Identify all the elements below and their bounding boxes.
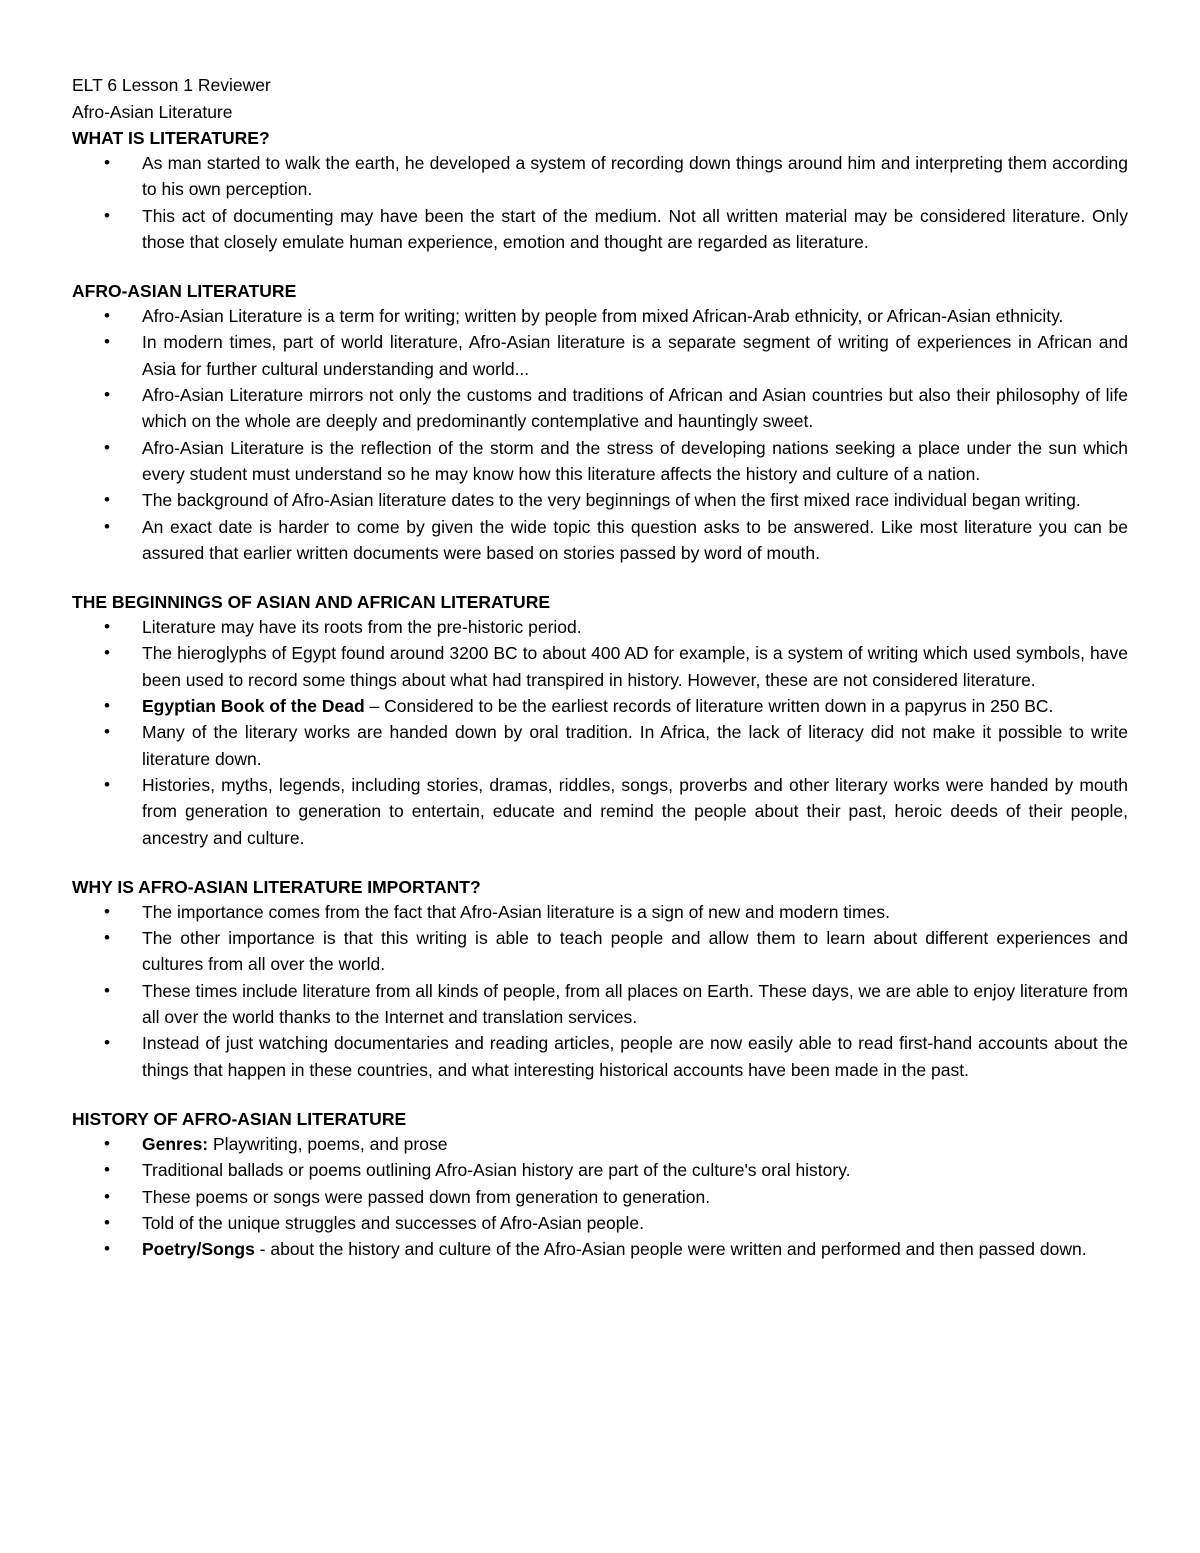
list-item-term: Genres: (142, 1133, 209, 1154)
bullet-icon: • (104, 1160, 110, 1180)
list-item-term: Poetry/Songs (142, 1239, 255, 1260)
list-item (104, 514, 1128, 567)
list-item (104, 693, 1128, 719)
section-heading: WHY IS AFRO-ASIAN LITERATURE IMPORTANT? (72, 876, 481, 897)
bullet-icon: • (104, 617, 110, 637)
list-item (104, 978, 1128, 1031)
list-item (104, 1184, 1128, 1210)
list-item (104, 899, 1128, 925)
list-item (104, 329, 1128, 382)
list-item (104, 382, 1128, 435)
list-item (104, 1210, 1128, 1236)
list-item-text: - about the history and culture of the Afro-Asian people were written and performed and then passed down. (254, 1239, 1087, 1260)
bullet-list (72, 303, 1128, 566)
list-item-term: Egyptian Book of the Dead (142, 696, 365, 717)
list-item-text: Histories, myths, legends, including stories, dramas, riddles, songs, proverbs and other literary works were handed by mouth from generation to generation to entertain, educate and remind the people about their past, heroic deeds of their people, ancestry and culture. (142, 774, 1128, 848)
list-item-text: Literature may have its roots from the pre-historic period. (142, 617, 582, 638)
list-item (104, 303, 1128, 329)
section (72, 590, 1128, 851)
list-item (104, 1236, 1128, 1262)
list-item (104, 1157, 1128, 1183)
list-item (104, 614, 1128, 640)
document-body (72, 126, 1128, 1262)
bullet-icon: • (104, 696, 110, 716)
list-item-text: Instead of just watching documentaries and reading articles, people are now easily able to read first-hand accounts about the things that happen in these countries, and what interesting historical accounts have been made in the past. (142, 1033, 1128, 1080)
list-item (104, 150, 1128, 203)
bullet-icon: • (104, 901, 110, 921)
list-item (104, 640, 1128, 693)
list-item-text: Many of the literary works are handed down by oral tradition. In Africa, the lack of literacy did not make it possible to write literature down. (142, 722, 1128, 769)
bullet-icon: • (104, 1186, 110, 1206)
list-item-text: Traditional ballads or poems outlining Afro-Asian history are part of the culture's oral history. (142, 1160, 851, 1181)
bullet-icon: • (104, 774, 110, 794)
bullet-icon: • (104, 980, 110, 1000)
section-heading: HISTORY OF AFRO-ASIAN LITERATURE (72, 1108, 407, 1129)
list-item-text: Afro-Asian Literature is a term for writing; written by people from mixed African-Arab ethnicity, or African-Asian ethnicity. (142, 306, 1064, 327)
list-item (104, 1030, 1128, 1083)
list-item (104, 1131, 1128, 1157)
list-item-text: This act of documenting may have been the start of the medium. Not all written material may be considered literature. Only those that closely emulate human experience, emotion and thought are regarded as literature. (142, 205, 1128, 252)
list-item-text: Afro-Asian Literature is the reflection of the storm and the stress of developing nations seeking a place under the sun which every student must understand so he may know how this literature affects the history and culture of a nation. (142, 437, 1128, 484)
list-item (104, 719, 1128, 772)
list-item (104, 487, 1128, 513)
bullet-icon: • (104, 437, 110, 457)
document-title: ELT 6 Lesson 1 Reviewer (72, 75, 271, 95)
list-item-text: These poems or songs were passed down from generation to generation. (142, 1186, 711, 1207)
bullet-icon: • (104, 722, 110, 742)
bullet-list (72, 1131, 1128, 1262)
bullet-icon: • (104, 490, 110, 510)
bullet-icon: • (104, 153, 110, 172)
section (72, 126, 1128, 255)
list-item-text: The background of Afro-Asian literature dates to the very beginnings of when the first mixed race individual began writing. (142, 490, 1081, 511)
list-item-text: These times include literature from all kinds of people, from all places on Earth. These days, we are able to enjoy literature from all over the world thanks to the Internet and translation services. (142, 980, 1128, 1028)
bullet-icon: • (104, 1212, 110, 1232)
section-heading: WHAT IS LITERATURE? (72, 128, 270, 148)
bullet-list (72, 899, 1128, 1083)
section-heading: AFRO-ASIAN LITERATURE (72, 281, 297, 302)
bullet-icon: • (104, 332, 110, 352)
bullet-icon: • (104, 205, 110, 225)
section (72, 875, 1128, 1083)
bullet-icon: • (104, 928, 110, 948)
list-item-text: An exact date is harder to come by given the wide topic this question asks to be answered. Like most literature you can be assured that earlier written documents were based on stories passed by word of mouth. (142, 516, 1128, 563)
section (72, 1107, 1128, 1262)
bullet-icon: • (104, 306, 110, 326)
list-item-text: The other importance is that this writing is able to teach people and allow them to learn about different experiences and cultures from all over the world. (142, 928, 1128, 975)
list-item-text: As man started to walk the earth, he developed a system of recording down things around him and interpreting them according to his own perception. (142, 153, 1128, 200)
list-item (104, 203, 1128, 256)
bullet-icon: • (104, 1033, 110, 1053)
bullet-icon: • (104, 643, 110, 663)
bullet-icon: • (104, 1133, 110, 1153)
list-item (104, 772, 1128, 851)
document-subtitle: Afro-Asian Literature (72, 102, 233, 122)
list-item-text: In modern times, part of world literature, Afro-Asian literature is a separate segment of writing of experiences in African and Asia for further cultural understanding and world... (142, 332, 1128, 379)
list-item-text: – Considered to be the earliest records of literature written down in a papyrus in 250 BC. (364, 696, 1054, 717)
list-item (104, 925, 1128, 978)
list-item (104, 435, 1128, 488)
list-item-text: Told of the unique struggles and successes of Afro-Asian people. (142, 1212, 644, 1233)
bullet-list (72, 614, 1128, 851)
section (72, 279, 1128, 566)
bullet-icon: • (104, 1239, 110, 1259)
bullet-list (72, 150, 1128, 255)
list-item-text: Afro-Asian Literature mirrors not only the customs and traditions of African and Asian countries but also their philosophy of life which on the whole are deeply and predominantly contemplative and hauntingly sweet. (142, 385, 1128, 432)
bullet-icon: • (104, 516, 110, 536)
list-item-text: The importance comes from the fact that Afro-Asian literature is a sign of new and modern times. (142, 901, 890, 922)
section-heading: THE BEGINNINGS OF ASIAN AND AFRICAN LITERATURE (72, 592, 551, 613)
list-item-text: The hieroglyphs of Egypt found around 3200 BC to about 400 AD for example, is a system of writing which used symbols, have been used to record some things about what had transpired in history. However, these are not considered literature. (142, 643, 1128, 690)
bullet-icon: • (104, 385, 110, 405)
list-item-text: Playwriting, poems, and prose (208, 1133, 448, 1154)
